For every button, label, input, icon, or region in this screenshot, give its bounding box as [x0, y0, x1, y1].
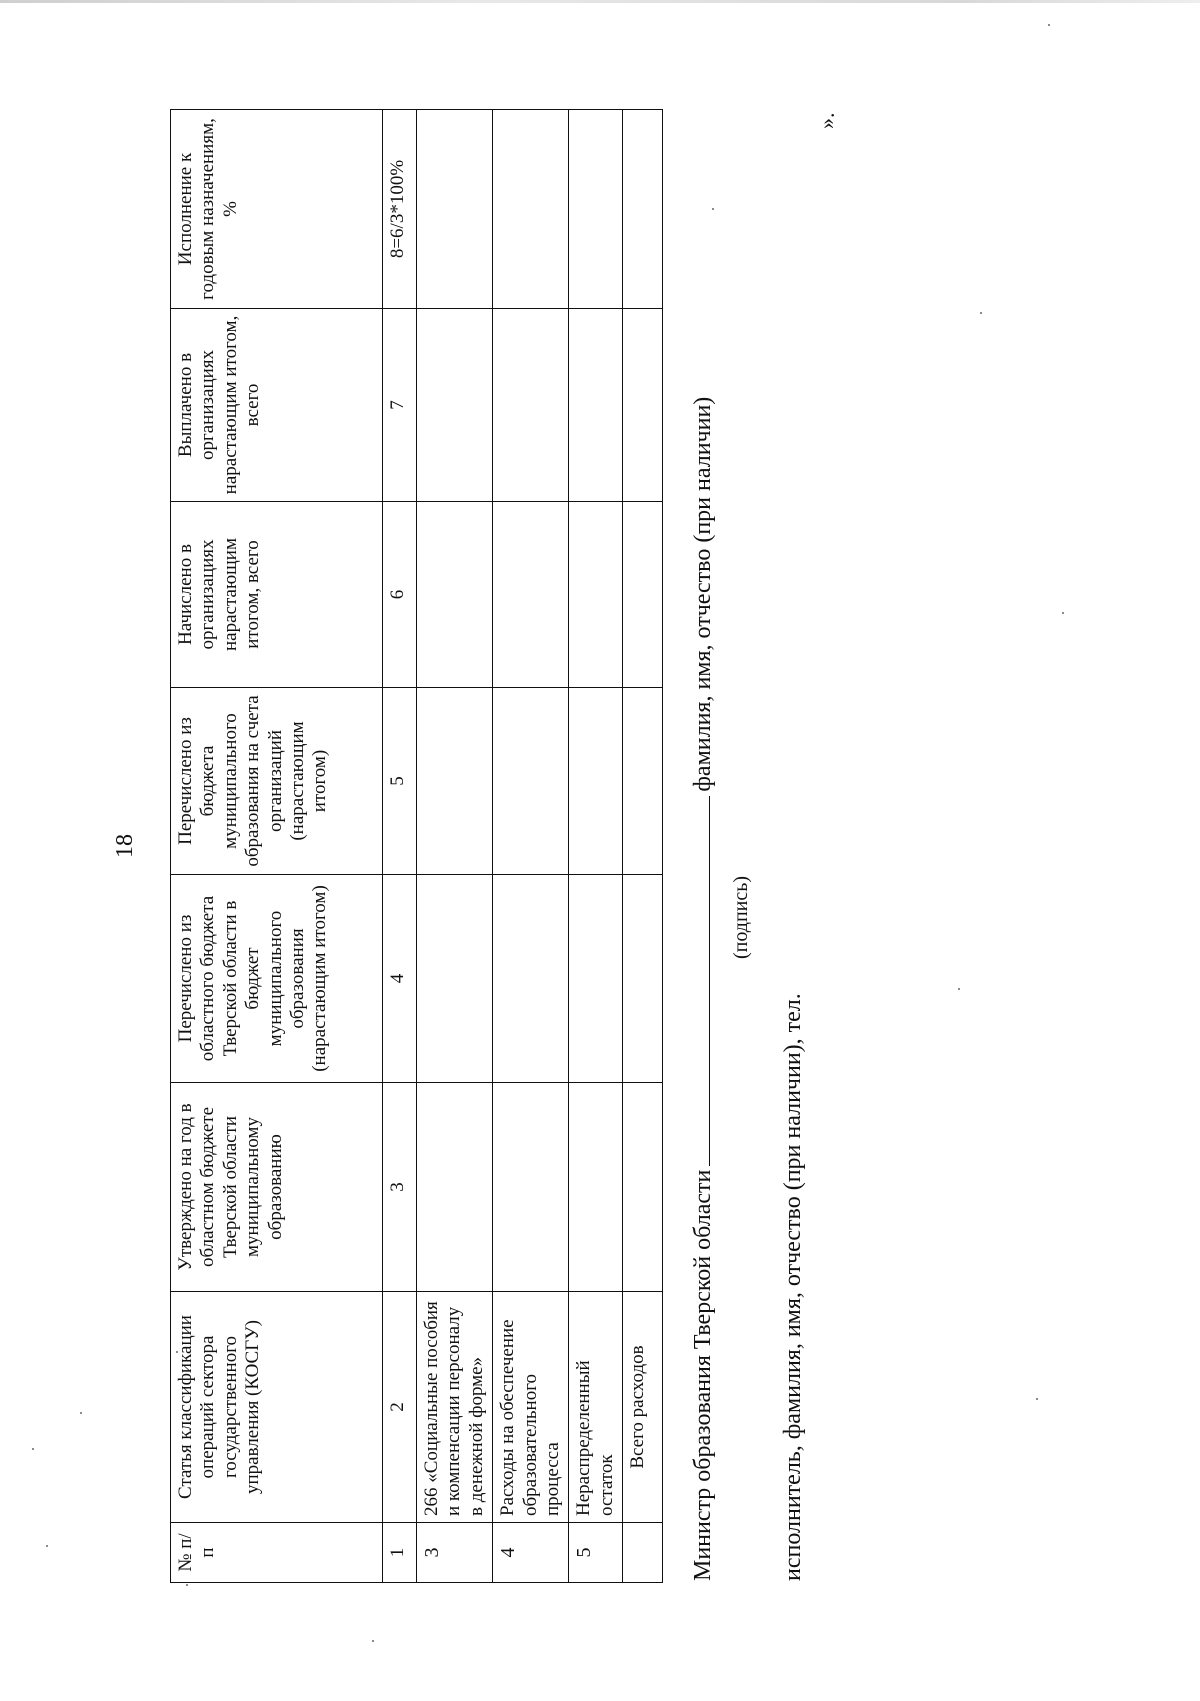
table-cell [569, 875, 623, 1083]
executor-line: исполнитель, фамилия, имя, отчество (при наличии), тел. [780, 993, 806, 1581]
row-number: 5 [569, 1523, 623, 1583]
header-accrued: Начислено в организациях нарастающим итогом, всего [171, 502, 383, 688]
table-cell [417, 110, 493, 309]
table-row [493, 110, 569, 1583]
table-cell [417, 688, 493, 875]
row-number: 3 [417, 1523, 493, 1583]
table-row [569, 110, 623, 1583]
column-number: 2 [383, 1292, 417, 1523]
table-cell [623, 688, 663, 875]
header-paid: Выплачено в организациях нарастающим итогом, всего [171, 309, 383, 502]
column-number: 3 [383, 1083, 417, 1292]
report-table [170, 109, 663, 1583]
table-cell [493, 1083, 569, 1292]
table-cell [493, 110, 569, 309]
column-number-row [383, 110, 417, 1583]
table-cell [493, 502, 569, 688]
minister-label: Министр образования Тверской области [690, 1169, 716, 1581]
table-cell [417, 502, 493, 688]
signature-line [690, 397, 717, 1581]
column-number: 4 [383, 875, 417, 1083]
column-number: 8=6/3*100% [383, 110, 417, 309]
row-label: Расходы на обеспечение образовательного процесса [493, 1292, 569, 1523]
table-cell [493, 309, 569, 502]
table-cell [623, 1083, 663, 1292]
signature-caption: (подпись) [730, 875, 752, 959]
table-cell [623, 502, 663, 688]
table-cell [417, 1083, 493, 1292]
header-approved: Утверждено на год в областном бюджете Тверской области муниципальному образованию [171, 1083, 383, 1292]
name-caption: фамилия, имя, отчество (при наличии) [690, 396, 716, 792]
table-cell [569, 110, 623, 309]
table-header-row [171, 110, 383, 1583]
table-cell [623, 875, 663, 1083]
row-label: Нераспределенный остаток [569, 1292, 623, 1523]
header-number: № п/п [171, 1523, 383, 1583]
table-cell [569, 1083, 623, 1292]
closing-mark: ». [814, 112, 839, 129]
column-number: 5 [383, 688, 417, 875]
header-execution: Исполнение к годовым назначениям, % [171, 110, 383, 309]
row-label: 266 «Социальные пособия и компенсации персоналу в денежной форме» [417, 1292, 493, 1523]
header-transferred-regional: Перечислено из областного бюджета Тверской области в бюджет муниципального образования (нарастающим итогом) [171, 875, 383, 1083]
table-cell [493, 688, 569, 875]
table-cell [569, 688, 623, 875]
column-number: 1 [383, 1523, 417, 1583]
table-cell [623, 309, 663, 502]
header-kosgu: Статья классификации операций сектора государственного управления (КОСГУ) [171, 1292, 383, 1523]
table-cell [623, 110, 663, 309]
signature-blank [709, 796, 710, 1166]
table-row [417, 110, 493, 1583]
table-cell [569, 502, 623, 688]
table-total-row [623, 110, 663, 1583]
table-cell [417, 309, 493, 502]
page-number: 18 [112, 834, 138, 858]
row-number: 4 [493, 1523, 569, 1583]
table-cell [569, 309, 623, 502]
row-number [623, 1523, 663, 1583]
header-transferred-municipal: Перечислено из бюджета муниципального образования на счета организаций (нарастающим итогом) [171, 688, 383, 875]
column-number: 6 [383, 502, 417, 688]
table-cell [417, 875, 493, 1083]
table-cell [493, 875, 569, 1083]
column-number: 7 [383, 309, 417, 502]
row-label: Всего расходов [623, 1292, 663, 1523]
